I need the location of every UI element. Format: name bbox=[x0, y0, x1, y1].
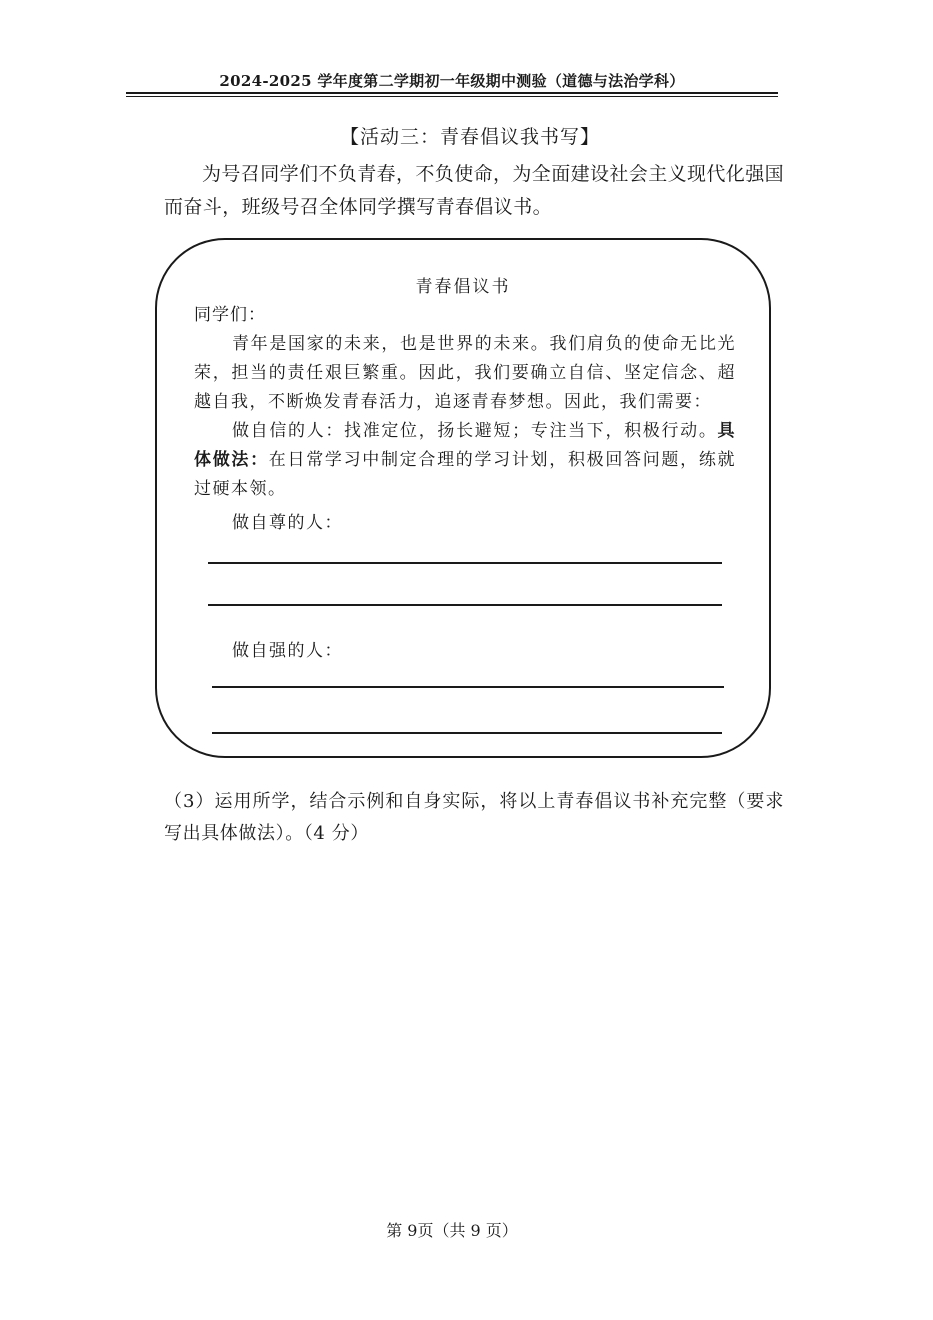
letter-title: 青春倡议书 bbox=[415, 277, 511, 297]
answer-line-self-strength-2[interactable] bbox=[212, 732, 722, 734]
letter-paragraph: 青年是国家的未来，也是世界的未来。我们肩负的使命无比光荣，担当的责任艰巨繁重。因此，我们要确立自信、坚定信念、超越自我，不断焕发青春活力，追逐青春梦想。因此，我们需要： bbox=[194, 334, 736, 412]
prompt-self-strength: 做自强的人： bbox=[232, 641, 343, 661]
activity-intro: 为号召同学们不负青春，不负使命，为全面建设社会主义现代化强国而奋斗，班级号召全体同学撰写青春倡议书。 bbox=[164, 163, 785, 218]
header-rule bbox=[126, 92, 778, 94]
question-3: （3）运用所学，结合示例和自身实际，将以上青春倡议书补充完整（要求写出具体做法）。（4 分） bbox=[164, 791, 784, 844]
example-lead: 做自信的人：找准定位，扬长避短；专注当下，积极行动。 bbox=[232, 421, 718, 441]
example-bold-label: 具体做法： bbox=[194, 421, 736, 470]
letter-example-paragraph bbox=[194, 417, 736, 504]
activity-title: 【活动三：青春倡议我书写】 bbox=[339, 126, 600, 148]
page-number: 第 9页（共 9 页） bbox=[386, 1221, 518, 1240]
exam-header: 2024-2025 学年度第二学期初一年级期中测验（道德与法治学科） bbox=[219, 72, 685, 90]
letter-greeting: 同学们： bbox=[194, 305, 266, 325]
example-rest: 在日常学习中制定合理的学习计划，积极回答问题，练就过硬本领。 bbox=[194, 450, 737, 499]
header-rule-thin bbox=[126, 96, 778, 97]
answer-line-self-respect-1[interactable] bbox=[208, 562, 722, 564]
prompt-self-respect: 做自尊的人： bbox=[232, 513, 343, 533]
answer-line-self-respect-2[interactable] bbox=[208, 604, 722, 606]
letter-body bbox=[194, 330, 736, 504]
answer-line-self-strength-1[interactable] bbox=[212, 686, 724, 688]
